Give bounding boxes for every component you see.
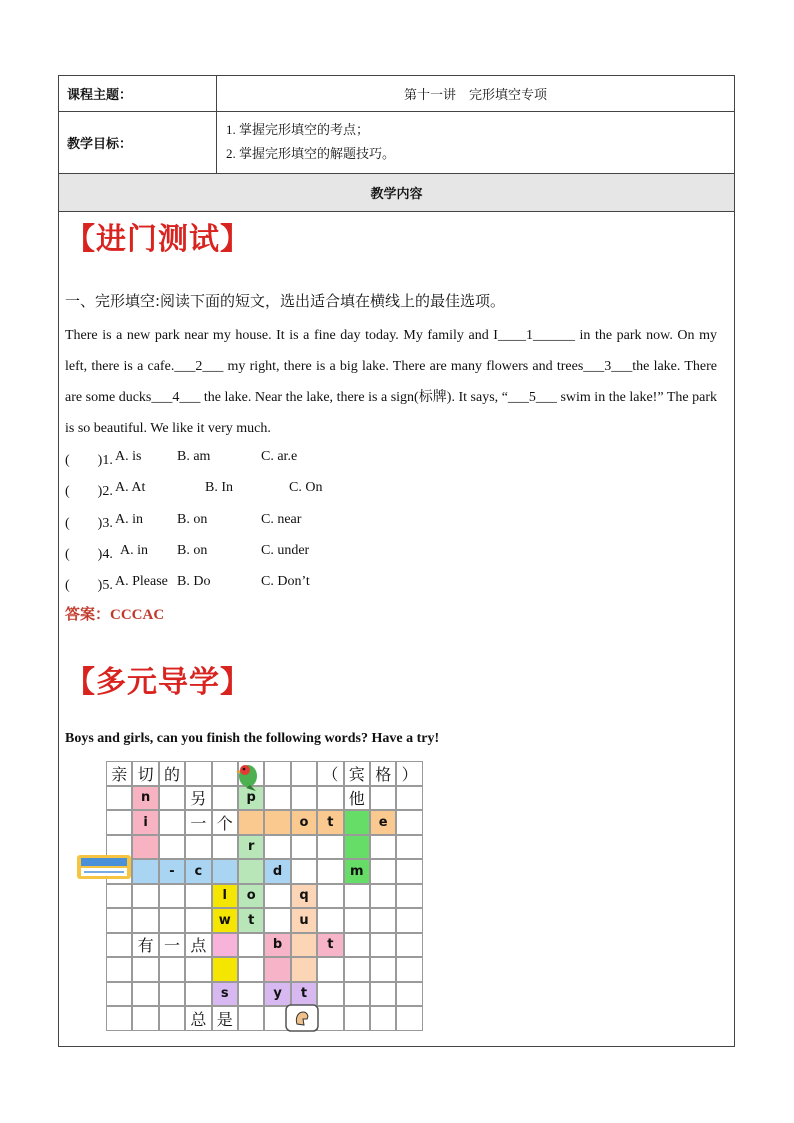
option-c: C. near — [261, 512, 302, 527]
crossword-cell — [185, 761, 211, 786]
crossword-cell — [238, 810, 264, 835]
crossword-cell: 总 — [185, 1006, 211, 1031]
crossword-cell: 是 — [212, 1006, 238, 1031]
goal-item: 2. 掌握完形填空的解题技巧。 — [226, 146, 396, 161]
topic-row — [59, 76, 734, 112]
crossword-cell: r — [238, 835, 264, 860]
crossword-cell: 另 — [185, 786, 211, 811]
crossword-cell — [132, 1006, 158, 1031]
crossword-cell — [264, 835, 290, 860]
crossword-cell — [344, 933, 370, 958]
crossword-cell: p — [238, 786, 264, 811]
guide-heading: 【多元导学】 — [65, 665, 251, 700]
crossword-cell: l — [212, 884, 238, 909]
topic-label: 课程主题： — [59, 76, 217, 111]
crossword-cell: q — [291, 884, 317, 909]
crossword-cell — [185, 835, 211, 860]
crossword-cell: 一 — [185, 810, 211, 835]
crossword-cell — [370, 908, 396, 933]
crossword-cell — [185, 884, 211, 909]
crossword-cell — [238, 859, 264, 884]
crossword-cell — [106, 982, 132, 1007]
crossword-cell — [238, 982, 264, 1007]
crossword-cell: t — [317, 933, 343, 958]
crossword-cell: d — [264, 859, 290, 884]
crossword-cell — [370, 957, 396, 982]
option-a: A. Please — [115, 574, 168, 589]
crossword-cell — [159, 810, 185, 835]
crossword-cell — [317, 908, 343, 933]
goal-list — [226, 118, 395, 166]
crossword-cell — [396, 835, 422, 860]
crossword-cell: s — [212, 982, 238, 1007]
crossword-cell — [159, 908, 185, 933]
crossword-cell: y — [264, 982, 290, 1007]
topic-value: 第十一讲 完形填空专项 — [403, 87, 547, 102]
crossword-cell — [317, 786, 343, 811]
option-a: A. in — [120, 543, 148, 558]
option-c: C. ar.e — [261, 449, 298, 464]
crossword-cell — [132, 859, 158, 884]
crossword-cell — [159, 786, 185, 811]
option-number: ( )2. — [65, 484, 113, 499]
crossword-cell — [396, 1006, 422, 1031]
test-instruction: 一、完形填空:阅读下面的短文，选出适合填在横线上的最佳选项。 — [65, 292, 506, 310]
crossword-cell — [159, 982, 185, 1007]
section-row — [59, 174, 734, 212]
option-a: A. At — [115, 480, 146, 495]
option-number: ( )5. — [65, 578, 113, 593]
crossword-cell — [106, 884, 132, 909]
crossword-cell: 有 — [132, 933, 158, 958]
crossword-cell — [291, 761, 317, 786]
crossword-cell — [317, 1006, 343, 1031]
crossword-cell: （ — [317, 761, 343, 786]
crossword-cell — [238, 957, 264, 982]
crossword-cell — [396, 982, 422, 1007]
crossword-cell: 的 — [159, 761, 185, 786]
crossword-cell — [317, 957, 343, 982]
crossword-cell: e — [370, 810, 396, 835]
crossword-cell: 一 — [159, 933, 185, 958]
crossword-cell — [396, 884, 422, 909]
option-a: A. in — [115, 512, 143, 527]
crossword-cell — [106, 786, 132, 811]
section-title: 教学内容 — [370, 186, 423, 201]
crossword-grid — [106, 761, 423, 1036]
crossword-cell — [264, 761, 290, 786]
crossword-cell — [396, 786, 422, 811]
crossword-cell — [185, 982, 211, 1007]
option-c: C. On — [289, 480, 323, 495]
crossword-cell: u — [291, 908, 317, 933]
crossword-cell: ） — [396, 761, 422, 786]
crossword-cell — [159, 957, 185, 982]
crossword-cell — [212, 835, 238, 860]
crossword-cell — [344, 982, 370, 1007]
crossword-cell — [291, 835, 317, 860]
crossword-cell: 他 — [344, 786, 370, 811]
crossword-cell — [370, 884, 396, 909]
crossword-cell — [106, 1006, 132, 1031]
option-c: C. under — [261, 543, 310, 558]
crossword-cell — [344, 908, 370, 933]
crossword-cell: - — [159, 859, 185, 884]
crossword-cell — [264, 884, 290, 909]
crossword-cell — [317, 859, 343, 884]
crossword-cell — [291, 786, 317, 811]
crossword-cell: t — [291, 982, 317, 1007]
option-a: A. is — [115, 449, 142, 464]
pointing-hand-icon — [285, 1004, 319, 1032]
option-number: ( )3. — [65, 516, 113, 531]
crossword-cell — [159, 835, 185, 860]
parrot-icon — [232, 760, 266, 792]
crossword-cell — [396, 859, 422, 884]
crossword-cell — [396, 957, 422, 982]
crossword-cell: t — [238, 908, 264, 933]
crossword-cell — [344, 1006, 370, 1031]
option-b: B. on — [177, 543, 208, 558]
crossword-cell — [344, 835, 370, 860]
crossword-cell — [291, 933, 317, 958]
crossword-cell — [132, 835, 158, 860]
crossword-cell — [159, 1006, 185, 1031]
crossword-cell — [396, 908, 422, 933]
crossword-cell — [317, 835, 343, 860]
crossword-cell — [106, 957, 132, 982]
goal-label: 教学目标： — [59, 112, 217, 173]
crossword-cell: 亲 — [106, 761, 132, 786]
crossword-cell — [370, 1006, 396, 1031]
crossword-cell — [132, 884, 158, 909]
crossword-cell — [106, 810, 132, 835]
crossword-cell — [264, 957, 290, 982]
option-b: B. In — [205, 480, 233, 495]
crossword-cell — [132, 908, 158, 933]
crossword-cell — [264, 908, 290, 933]
test-heading: 【进门测试】 — [65, 222, 251, 257]
goal-item: 1. 掌握完形填空的考点； — [226, 122, 370, 137]
crossword-cell: 宾 — [344, 761, 370, 786]
option-number: ( )1. — [65, 453, 113, 468]
option-b: B. Do — [177, 574, 211, 589]
crossword-cell — [238, 933, 264, 958]
option-number: ( )4. — [65, 547, 113, 562]
crossword-cell: o — [238, 884, 264, 909]
crossword-cell — [159, 884, 185, 909]
crossword-cell: n — [132, 786, 158, 811]
crossword-cell — [106, 908, 132, 933]
crossword-cell — [238, 1006, 264, 1031]
guide-prompt: Boys and girls, can you finish the following words? Have a try! — [65, 731, 440, 746]
crossword-cell — [344, 810, 370, 835]
crossword-cell — [264, 786, 290, 811]
crossword-cell — [132, 982, 158, 1007]
option-c: C. Don’t — [261, 574, 310, 589]
crossword-cell: 格 — [370, 761, 396, 786]
crossword-cell: i — [132, 810, 158, 835]
option-b: B. on — [177, 512, 208, 527]
crossword-cell — [291, 957, 317, 982]
crossword-cell — [291, 859, 317, 884]
book-icon — [76, 852, 132, 882]
crossword-cell — [370, 982, 396, 1007]
answer-key: 答案：CCCAC — [65, 607, 165, 623]
cloze-passage: There is a new park near my house. It is a fine day today. My family and I____1______ in the park now. On my left, there is a cafe.___2___ my right, there is a big lake. There are many flowers and trees___3___the lake. There are some ducks___4___ the lake. Near the lake, there is a sign(标牌). It says, “___5___ swim in the lake!” The park is so beautiful. We like it very much. — [65, 328, 717, 436]
crossword-cell: m — [344, 859, 370, 884]
crossword-cell — [370, 835, 396, 860]
crossword-cell — [212, 933, 238, 958]
crossword-cell — [317, 884, 343, 909]
goals-row — [59, 112, 734, 174]
crossword-cell: 切 — [132, 761, 158, 786]
crossword-cell: c — [185, 859, 211, 884]
crossword-cell — [264, 810, 290, 835]
crossword-cell: o — [291, 810, 317, 835]
crossword-cell — [185, 957, 211, 982]
crossword-cell — [317, 982, 343, 1007]
crossword-cell — [370, 859, 396, 884]
option-b: B. am — [177, 449, 211, 464]
crossword-cell: w — [212, 908, 238, 933]
crossword-cell — [370, 786, 396, 811]
crossword-cell — [370, 933, 396, 958]
crossword-cell — [106, 933, 132, 958]
crossword-cell — [132, 957, 158, 982]
crossword-cell: 个 — [212, 810, 238, 835]
crossword-cell — [396, 810, 422, 835]
crossword-cell — [212, 859, 238, 884]
crossword-cell — [212, 957, 238, 982]
crossword-cell: 点 — [185, 933, 211, 958]
crossword-cell — [344, 884, 370, 909]
crossword-cell: b — [264, 933, 290, 958]
crossword-cell: t — [317, 810, 343, 835]
crossword-cell — [396, 933, 422, 958]
crossword-cell — [344, 957, 370, 982]
crossword-cell — [185, 908, 211, 933]
